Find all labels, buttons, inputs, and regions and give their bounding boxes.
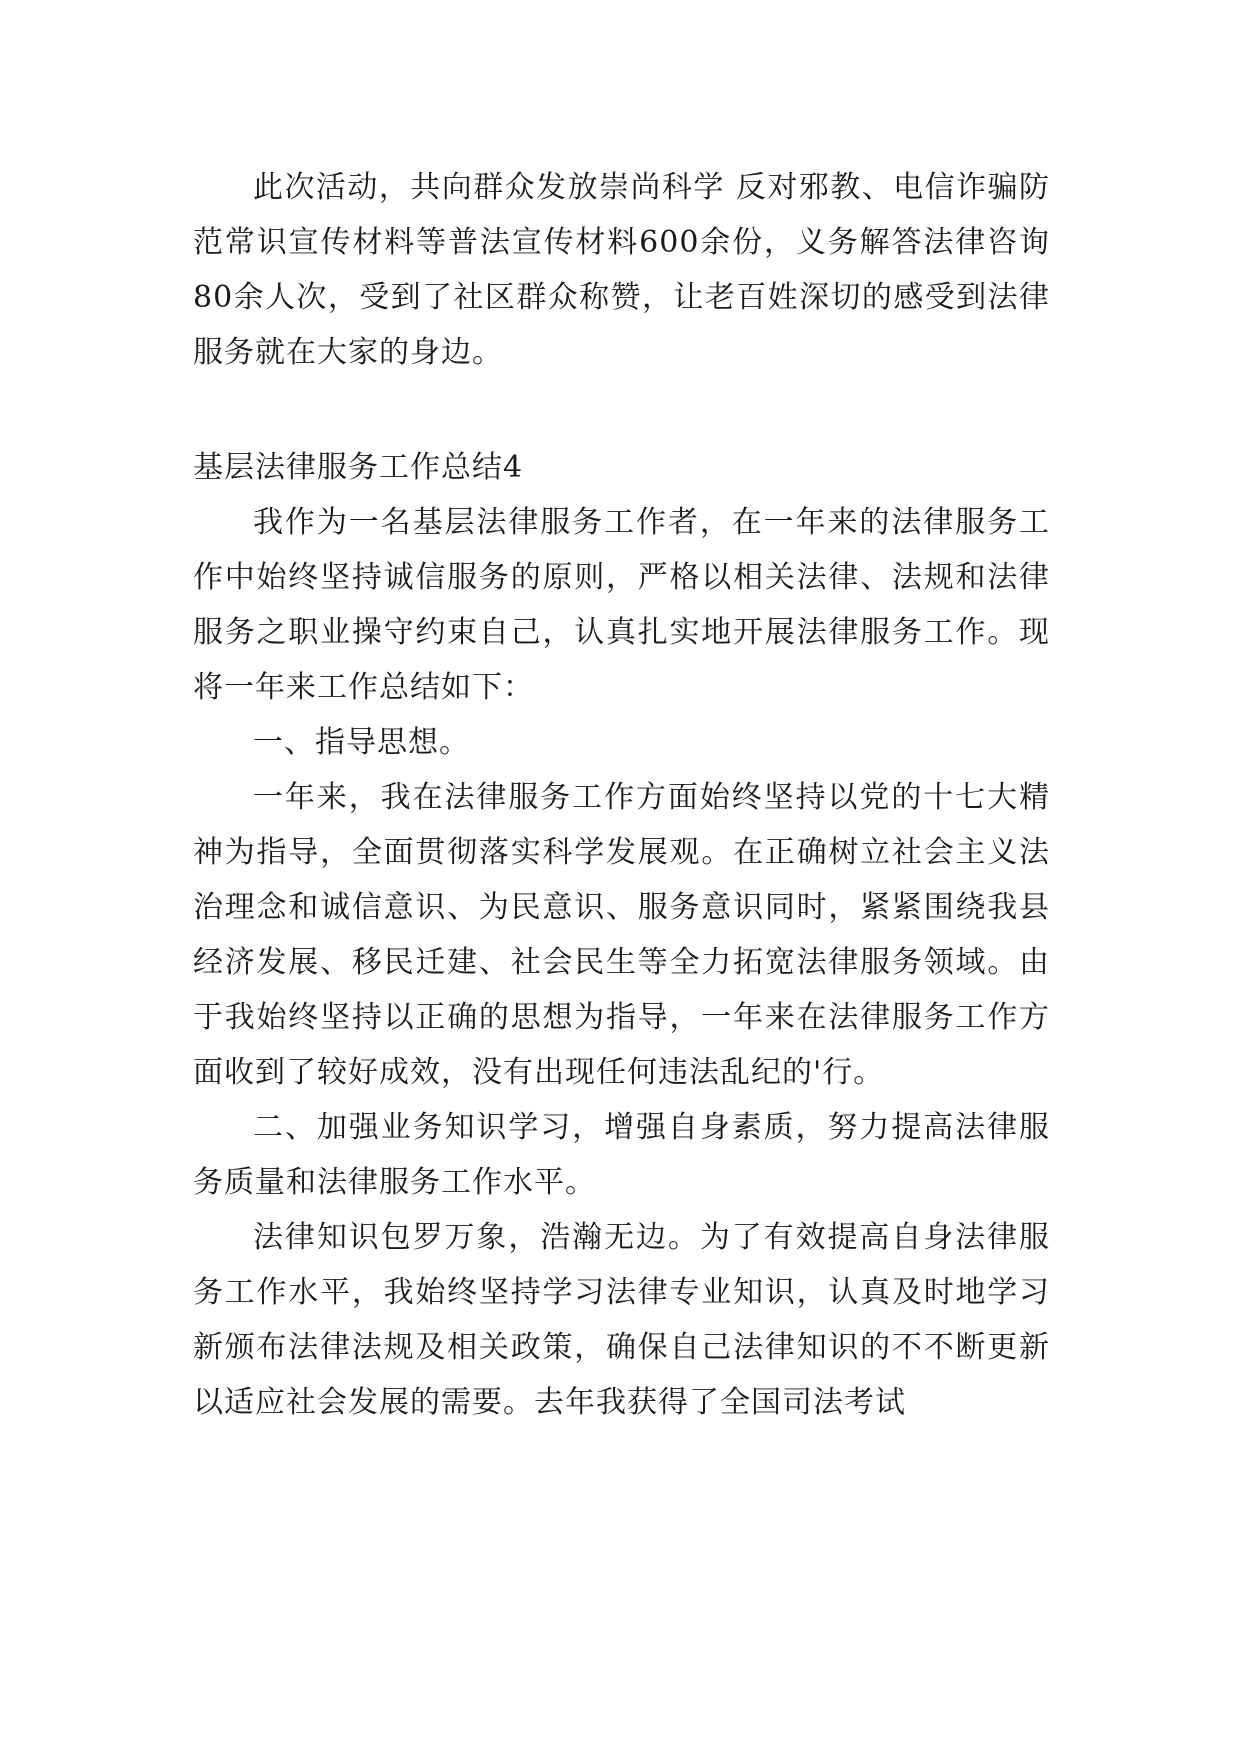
intro-paragraph: 此次活动，共向群众发放崇尚科学 反对邪教、电信诈骗防范常识宣传材料等普法宣传材料600余份，义务解答法律咨询80余人次，受到了社区群众称赞，让老百姓深切的感受到法律服务就在大家的身边。 [193, 170, 1050, 370]
section-gap [193, 380, 1050, 440]
body-paragraph-1: 我作为一名基层法律服务工作者，在一年来的法律服务工作中始终坚持诚信服务的原则，严格以相关法律、法规和法律服务之职业操守约束自己，认真扎实地开展法律服务工作。现将一年来工作总结如下： [193, 505, 1050, 705]
body-paragraph-5: 法律知识包罗万象，浩瀚无边。为了有效提高自身法律服务工作水平，我始终坚持学习法律专业知识，认真及时地学习新颁布法律法规及相关政策，确保自己法律知识的不不断更新以适应社会发展的需要。去年我获得了全国司法考试 [193, 1220, 1050, 1420]
body-paragraph-2: 一、指导思想。 [253, 725, 470, 760]
body-paragraph-3: 一年来，我在法律服务工作方面始终坚持以党的十七大精神为指导，全面贯彻落实科学发展观。在正确树立社会主义法治理念和诚信意识、为民意识、服务意识同时，紧紧围绕我县经济发展、移民迁建、社会民生等全力拓宽法律服务领域。由于我始终坚持以正确的思想为指导，一年来在法律服务工作方面收到了较好成效，没有出现任何违法乱纪的'行。 [193, 780, 1050, 1090]
section-title: 基层法律服务工作总结4 [193, 450, 524, 485]
body-paragraph-4: 二、加强业务知识学习，增强自身素质，努力提高法律服务质量和法律服务工作水平。 [193, 1110, 1050, 1200]
document-page [193, 160, 1050, 1430]
